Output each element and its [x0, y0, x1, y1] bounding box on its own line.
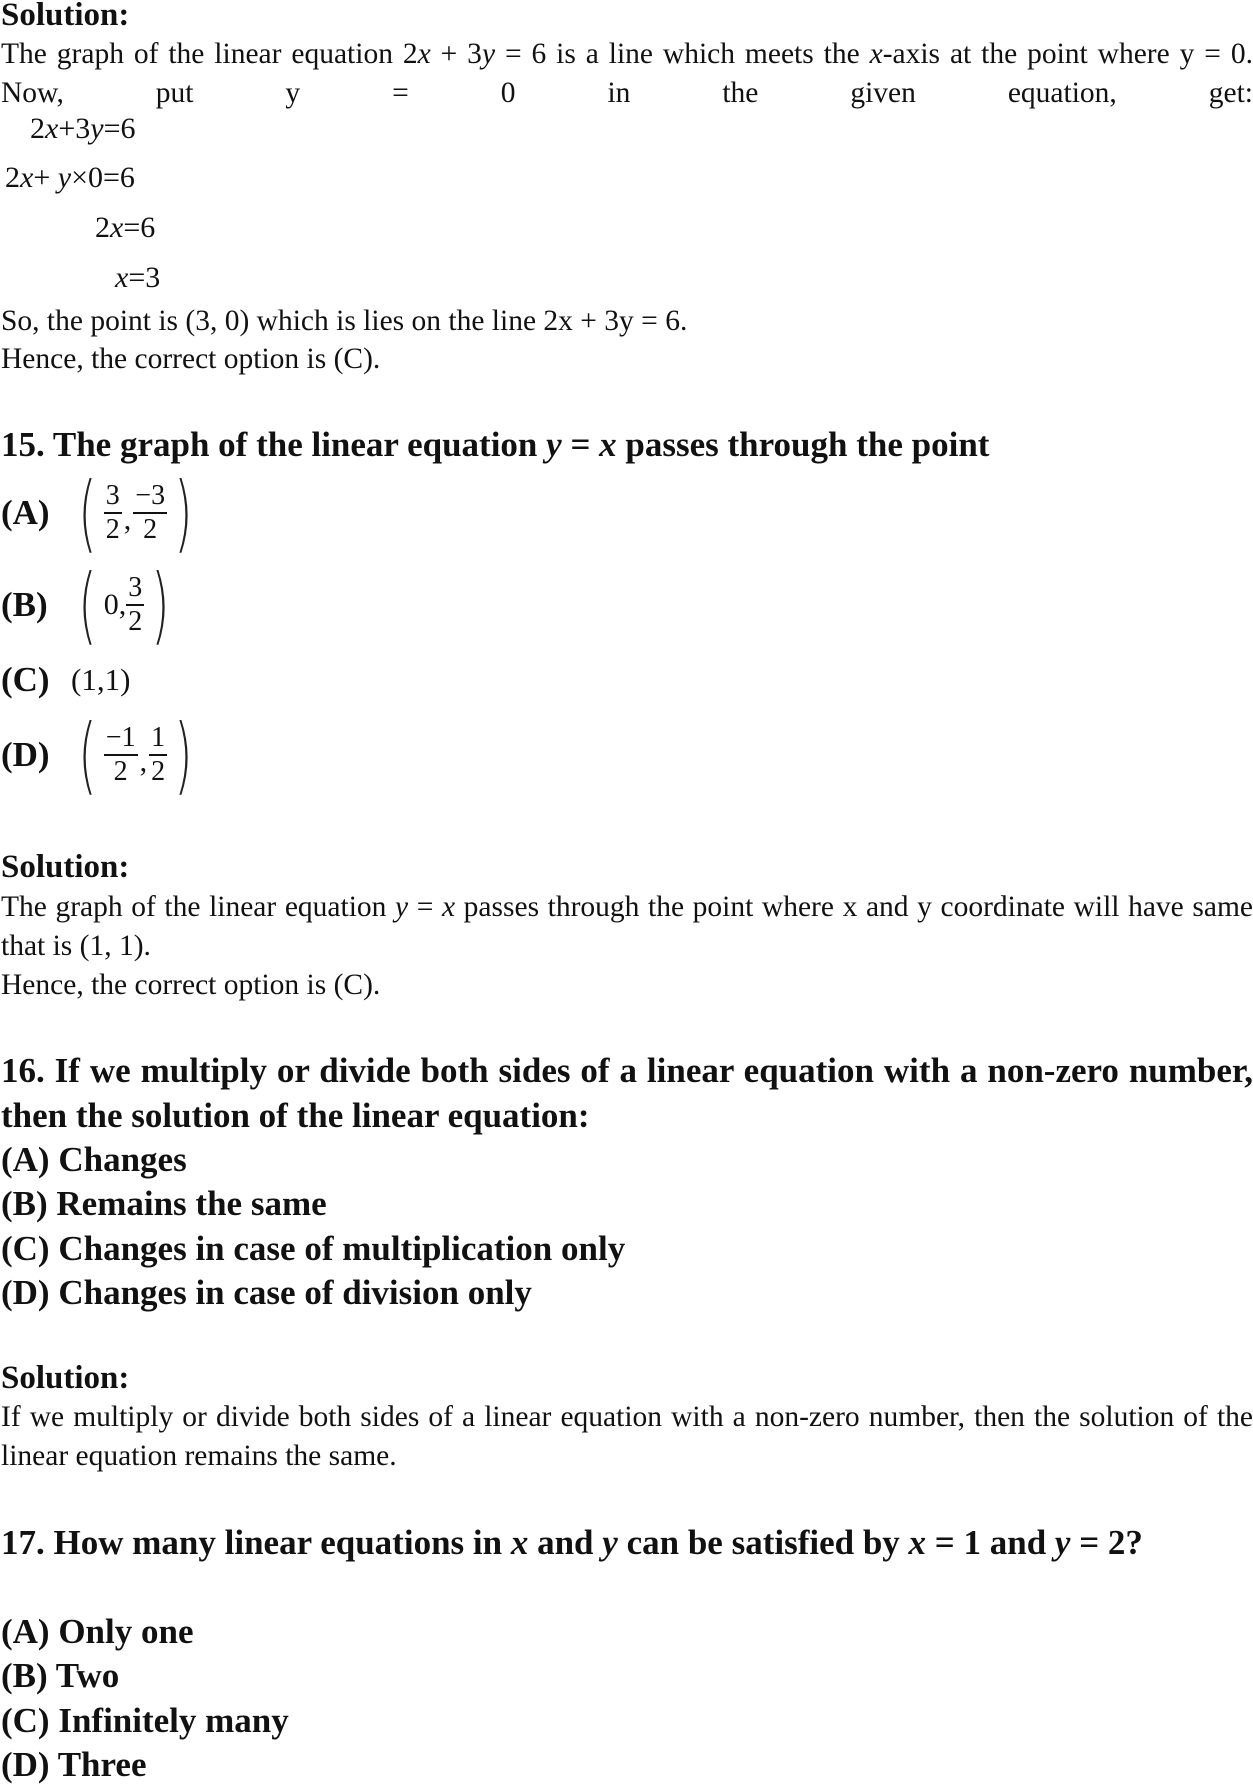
- option-c: [1, 655, 130, 705]
- solution-heading: Solution:: [1, 1360, 130, 1396]
- option-c: (C) Infinitely many: [1, 1701, 289, 1740]
- solution-conclusion: Hence, the correct option is (C).: [1, 969, 381, 1001]
- solution-paragraph: The graph of the linear equation 2x + 3y = 6 is a line which meets the x-axis at the point where y = 0. Now, put y = 0 in the given equation, get:: [1, 38, 1253, 109]
- option-b: (B) Remains the same: [1, 1184, 327, 1223]
- option-d: (D) Three: [1, 1745, 147, 1784]
- solution-paragraph: The graph of the linear equation y = x passes through the point where x and y coordinate will have same that is (1, 1).: [1, 891, 1253, 962]
- fraction-pair: ( 0, $\frac{3}{2}$ ): [78, 556, 170, 654]
- option-value: (1,1): [71, 662, 131, 697]
- option-a: (A) Only one: [1, 1612, 194, 1651]
- question-16: 16. If we multiply or divide both sides of a linear equation with a non-zero number, then the solution of the linear equation:: [1, 1051, 1253, 1135]
- equation-step: x=3: [115, 261, 161, 294]
- equation-step: 2x+3y=6: [30, 112, 136, 145]
- equation-step: 2x=6: [95, 211, 156, 244]
- option-label: (D): [1, 735, 50, 774]
- option-b: [1, 556, 177, 654]
- question-17: 17. How many linear equations in x and y can be satisfied by x = 1 and y = 2?: [1, 1523, 1143, 1562]
- option-c: (C) Changes in case of multiplication only: [1, 1229, 626, 1268]
- option-label: (B): [1, 585, 48, 624]
- option-b: (B) Two: [1, 1656, 120, 1695]
- solution-heading: Solution:: [1, 849, 130, 885]
- equation-step: 2x+ y×0=6: [5, 161, 135, 194]
- fraction-pair: ( $\frac{-1}{2}$ , $\frac{1}{2}$ ): [78, 706, 193, 804]
- solution-heading: Solution:: [1, 0, 130, 33]
- solution-paragraph: If we multiply or divide both sides of a linear equation with a non-zero number, then the solution of the linear equation remains the same.: [1, 1401, 1253, 1472]
- question-15: 15. The graph of the linear equation y = x passes through the point: [1, 425, 990, 464]
- fraction-pair: ( $\frac{3}{2}$ , $\frac{-3}{2}$ ): [78, 464, 193, 562]
- option-label: (A): [1, 493, 50, 532]
- option-d: [1, 706, 200, 804]
- option-label: (C): [1, 660, 50, 699]
- option-a: [1, 464, 200, 562]
- solution-text: So, the point is (3, 0) which is lies on the line 2x + 3y = 6.: [1, 305, 688, 337]
- solution-conclusion: Hence, the correct option is (C).: [1, 343, 381, 375]
- option-a: (A) Changes: [1, 1140, 187, 1179]
- option-d: (D) Changes in case of division only: [1, 1273, 532, 1312]
